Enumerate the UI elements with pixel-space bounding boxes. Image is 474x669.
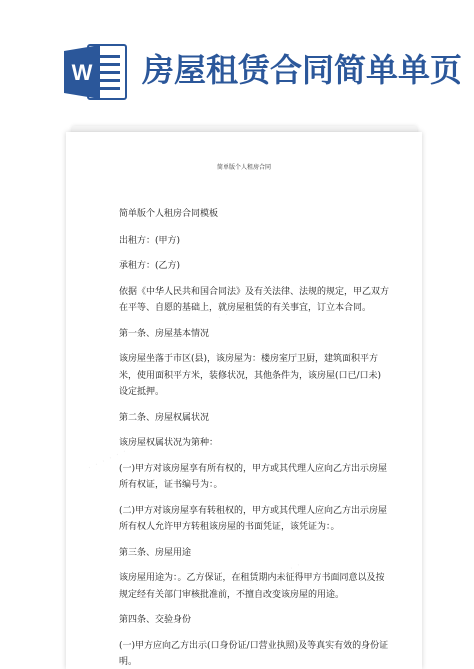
document-page xyxy=(66,132,422,669)
word-logo-letter: W xyxy=(71,60,93,85)
paragraph: 该房屋权属状况为第种： xyxy=(119,438,219,448)
lessor-line: 出租方：(甲方) xyxy=(119,235,181,246)
paragraph: (二)甲方对该房屋享有转租权的，甲方或其代理人应向乙方出示房屋所有权人允许甲方转租该房屋的书面凭证，该凭证为：。 xyxy=(119,505,388,532)
paragraph: 依据《中华人民共和国合同法》及有关法律、法规的规定，甲乙双方在平等、自愿的基础上，就房屋租赁的有关事宜，订立本合同。 xyxy=(119,286,390,313)
watermark: · · · · · · · · xyxy=(86,440,144,474)
watermark: · · · · · · · · xyxy=(216,290,274,324)
section-heading: 第四条、交验身份 xyxy=(119,615,192,625)
paragraph: (一)甲方对该房屋享有所有权的，甲方或其代理人应向乙方出示房屋所有权证，证书编号为：。 xyxy=(119,463,388,490)
document-title: 简单版个人租房合同模板 xyxy=(119,209,219,219)
document-header: 简单版个人租房合同 xyxy=(216,164,271,171)
lessee-line: 承租方：(乙方) xyxy=(119,261,181,271)
word-document-icon xyxy=(64,43,128,101)
section-heading: 第二条、房屋权属状况 xyxy=(119,412,210,423)
banner xyxy=(0,0,474,130)
section-heading: 第一条、房屋基本情况 xyxy=(119,328,210,339)
paragraph: (一)甲方应向乙方出示(口身份证/口营业执照)及等真实有效的身份证明。 xyxy=(119,640,389,667)
banner-title: 房屋租赁合同简单单页 xyxy=(142,51,463,89)
section-heading: 第三条、房屋用途 xyxy=(119,547,192,558)
paragraph: 该房屋坐落于市区(县)，该房屋为：楼房室厅卫厨，建筑面积平方米，使用面积平方米，装修状况，其他条件为，该房屋(口已/口未)设定抵押。 xyxy=(119,354,382,397)
paragraph: 该房屋用途为：。乙方保证，在租赁期内未征得甲方书面同意以及按规定经有关部门审核批准前，不擅自改变该房屋的用途。 xyxy=(119,573,385,600)
watermark: · · · · · · · · xyxy=(246,560,304,594)
document-body xyxy=(119,206,389,669)
